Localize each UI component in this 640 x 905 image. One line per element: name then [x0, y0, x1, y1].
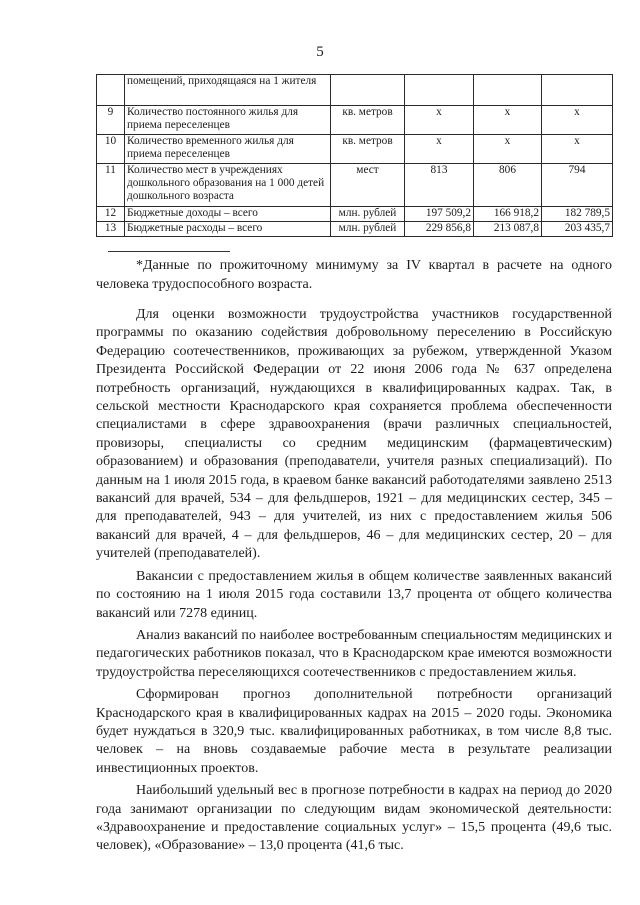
unit-cell: мест	[331, 164, 405, 207]
paragraph: Вакансии с предоставлением жилья в общем количестве заявленных вакансий по состоянию на 1 июля 2015 года составили 13,7 процента от общего количества вакансий или 7278 единиц.	[96, 568, 612, 621]
value-cell-year-1: 229 856,8	[405, 222, 474, 237]
table-row	[97, 106, 613, 135]
table-row	[97, 207, 613, 222]
footnote: *Данные по прожиточному минимуму за IV квартал в расчете на одного человека трудоспособного возраста.	[96, 258, 612, 292]
indicator-name-cell: Количество постоянного жилья для приема переселенцев	[125, 106, 331, 135]
paragraph: Для оценки возможности трудоустройства участников государственной программы по оказанию содействия добровольному переселению в Российскую Федерацию соотечественников, проживающих за рубежом, утвержденной Указом Президента Российской Федерации от 22 июня 2006 года № 637 определена потребность организаций, нуждающихся в квалифицированных кадрах. Так, в сельской местности Краснодарского края сохраняется проблема обеспеченности специалистами в сфере здравоохранения (врачи различных специальностей, провизоры, специалисты со средним медицинским (фармацевтическим) образованием) и образования (преподаватели, учителя разных специализаций). По данным на 1 июля 2015 года, в краевом банке вакансий работодателями заявлено 2513 вакансий для врачей, 534 – для фельдшеров, 1921 – для медицинских сестер, 345 – для преподавателей, 943 – для учителей, из них с предоставлением жилья 506 вакансий для врачей, 4 – для фельдшеров, 46 – для медицинских сестер, 20 – для учителей (преподавателей).	[96, 307, 612, 562]
value-cell-year-1: 813	[405, 164, 474, 207]
row-number-cell: 12	[97, 207, 125, 222]
value-cell-year-2: 166 918,2	[474, 207, 542, 222]
table-row	[97, 222, 613, 237]
value-cell-year-3: 794	[542, 164, 613, 207]
footnote-separator	[108, 251, 230, 252]
value-cell-year-3: 203 435,7	[542, 222, 613, 237]
value-cell-year-2: 213 087,8	[474, 222, 542, 237]
value-cell-year-3	[542, 75, 613, 106]
value-cell-year-1: х	[405, 135, 474, 164]
indicator-name-cell: Бюджетные расходы – всего	[125, 222, 331, 237]
value-cell-year-1	[405, 75, 474, 106]
indicator-name-cell: Количество временного жилья для приема переселенцев	[125, 135, 331, 164]
value-cell-year-1: х	[405, 106, 474, 135]
indicator-name-cell: Количество мест в учреждениях дошкольного образования на 1 000 детей дошкольного возраста	[125, 164, 331, 207]
value-cell-year-2: х	[474, 135, 542, 164]
value-cell-year-2	[474, 75, 542, 106]
row-number-cell: 13	[97, 222, 125, 237]
unit-cell: млн. рублей	[331, 222, 405, 237]
value-cell-year-3: х	[542, 106, 613, 135]
indicator-name-cell: помещений, приходящаяся на 1 жителя	[125, 75, 331, 106]
table-row	[97, 135, 613, 164]
row-number-cell: 9	[97, 106, 125, 135]
page-number: 5	[316, 44, 324, 60]
paragraph: Сформирован прогноз дополнительной потребности организаций Краснодарского края в квалифицированных кадрах на 2015 – 2020 годы. Экономика будет нуждаться в 320,9 тыс. квалифицированных работниках, в том числе 8,8 тыс. человек – на вновь создаваемые рабочие места в результате реализации инвестиционных проектов.	[96, 687, 612, 776]
value-cell-year-3: 182 789,5	[542, 207, 613, 222]
indicators-table	[96, 74, 613, 237]
paragraph: Наибольший удельный вес в прогнозе потребности в кадрах на период до 2020 года занимают организации по следующим видам экономической деятельности: «Здравоохранение и предоставление социальных услуг» – 15,5 процента (49,6 тыс. человек), «Образование» – 13,0 процента (41,6 тыс.	[96, 783, 612, 854]
value-cell-year-3: х	[542, 135, 613, 164]
row-number-cell	[97, 75, 125, 106]
paragraph: Анализ вакансий по наиболее востребованным специальностям медицинских и педагогических работников показал, что в Краснодарском крае имеются возможности трудоустройства переселяющихся соотечественников с предоставлением жилья.	[96, 627, 612, 680]
value-cell-year-2: 806	[474, 164, 542, 207]
indicator-name-cell: Бюджетные доходы – всего	[125, 207, 331, 222]
table-row	[97, 164, 613, 207]
table-row	[97, 75, 613, 106]
row-number-cell: 10	[97, 135, 125, 164]
value-cell-year-2: х	[474, 106, 542, 135]
body-text	[96, 306, 612, 860]
unit-cell	[331, 75, 405, 106]
unit-cell: кв. метров	[331, 135, 405, 164]
unit-cell: кв. метров	[331, 106, 405, 135]
row-number-cell: 11	[97, 164, 125, 207]
value-cell-year-1: 197 509,2	[405, 207, 474, 222]
unit-cell: млн. рублей	[331, 207, 405, 222]
